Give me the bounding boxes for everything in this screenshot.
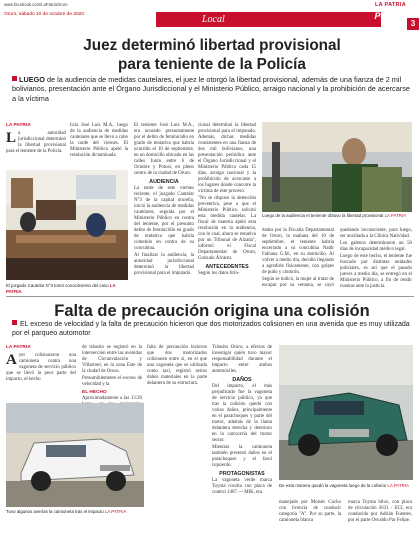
story1-subhead-audiencia: AUDIENCIA	[149, 179, 179, 185]
story1-col4	[198, 123, 256, 293]
story2-col5: manejado por Moisés Cucho con licencia de conducir categoría "A". Por su parte, la camioneta blanca	[279, 500, 341, 523]
story1-headline-line2: para teniente de la Policía	[118, 56, 306, 73]
story1-col4-text2: "No se dispuso la detención preventiva, pese a que el Ministerio Público solicitó esta medida cautelar. La fiscal de materia apeló esta resolución en la audiencia, con lo cual, ahora se resuelva por un Tribunal de Alzada", informó el Fiscal Departamental de Oruro, Gonzalo Álvarez.	[198, 196, 256, 261]
story1-photo-court	[6, 170, 128, 280]
story2-col4-text2: Del impacto, el más perjudicado fue la vagoneta de servicio público, ya que tras la colisión quedó con varios daños, principalmente en el parachoques y parte del motor, además de la llanta delantera derecha y deterioro en la carrocería del motor sector.	[212, 384, 272, 443]
story1-headline	[12, 36, 412, 74]
story1-col1-text: a autoridad jurisdiccional determinó la libertad provisional para el teniente de la Policía.	[6, 131, 66, 154]
story1-col3	[134, 123, 194, 293]
caption-text: Luego de la audiencia el teniente obtuvo la libertad provisional	[262, 213, 384, 218]
brand-top: LA PATRIA	[374, 2, 406, 8]
story1-col5-text2: Según se indicó, la mujer al tratar de escapar por su ventana, se cayó quedando inconsciente, para luego, ser auxiliada a la Clínica Natividad.	[262, 228, 412, 288]
caption-credit: LA PATRIA	[387, 483, 409, 488]
story2-caption-right	[279, 483, 414, 489]
story2-col1	[6, 345, 76, 383]
bullet-square-icon	[12, 76, 17, 81]
caption-text: Tuvo algunos averías la camioneta tras el impacto	[6, 509, 104, 514]
section-divider	[6, 296, 414, 297]
white-pickup-image	[6, 403, 144, 507]
story1-subhead-antecedentes: ANTECEDENTES	[205, 264, 249, 270]
story2-col2-text: de tránsito se registró en la intersección entre las avenidas de Circunvalación y Villarroel, en la zona Este de la ciudad de Oruro.	[82, 345, 142, 374]
story2-col1-text: yer colisionaron una camioneta contra una vagoneta de servicio público que se llevó la peor parte del impacto, el hecho	[6, 353, 76, 382]
story1-col5	[262, 228, 412, 294]
story2-col4-text: Tránsito Oruro, a efectos de investigar quién tuvo mayor responsabilidad durante el impacto entre ambos automóviles.	[212, 345, 272, 374]
story1-col1-body	[6, 131, 66, 155]
drop-cap: A	[6, 352, 17, 368]
section-label: Local	[202, 14, 225, 25]
story1-col5-text3: Los galenos determinaron un 50 días de incapacidad médico legal.	[340, 241, 412, 252]
story1-headline-line1: Juez determinó libertad provisional	[83, 37, 341, 54]
story2-col4-text4: La vagoneta verde marca Toyota corolla con placa de control 1467 — MIK, era	[212, 478, 272, 495]
story1-col4-text: cional determinó la libertad provisional para el imputado. Además, dichas medidas consistentes en una fianza de dos mil bolivianos, una presentación periódica ante el Órgano Jurisdiccional y el Ministerio Público cada 15 días, arraigo nacional y la prohibición de acercarse a los lugares donde concurre la víctima de este proceso.	[198, 123, 256, 194]
story1-caption-left	[6, 283, 130, 294]
story1-col2: licía José Luis M.A., luego de la audiencia de medidas cautelares que se llevó a cabo la tarde del viernes. El Ministerio Público apeló la resolución dictaminada.	[70, 123, 128, 158]
story1-col4-text3: Según los datos brin-	[198, 271, 240, 276]
story2-lead-text: EL exceso de velocidad y la falta de precaución hicieron que dos motorizados colisionen en una avenida que es muy utilizada por el parqueo automotor	[12, 321, 410, 337]
story1-col3-text3: Al finalizar la audiencia, la autoridad jurisdiccional determinó la libertad provisional para el imputado.	[134, 253, 194, 276]
story2-col6: marca Toyota hilux, con placa de circulación 3631 - ECI, era conducido por Adrián Fuentes, por el parte Osvaldo Par Felipe.	[348, 500, 412, 523]
header-date: Oruro, sábado 10 de octubre de 2020	[4, 12, 85, 17]
story2-caption-left	[6, 509, 146, 515]
story1-col5-text: dados por la Fiscalía Departamental de Oruro, la mañana del 10 de septiembre, el teniente habría encerrado a su concubina Nadir Fabiana G.M., en su domicilio. Al volver a medio día, decidió llegando a agredirle físicamente, con golpes de puño y cinturón.	[262, 228, 334, 275]
story2-subhead-protagonistas: PROTAGONISTAS	[219, 471, 265, 477]
story2-photo-taxi	[279, 345, 413, 480]
caption-credit: LA PATRIA	[6, 283, 116, 294]
caption-text: De esta manera quedó la vagoneta luego de la colisión	[279, 483, 387, 488]
story2-lead	[12, 320, 412, 338]
page-number: 3	[407, 18, 419, 30]
caption-credit: LA PATRIA	[384, 213, 407, 218]
green-taxi-image	[279, 345, 413, 480]
caption-credit: LA PATRIA	[104, 509, 127, 514]
story1-lead	[12, 75, 412, 103]
story2-photo-pickup	[6, 403, 144, 507]
story2-subhead-hecho: EL HECHO	[82, 390, 107, 395]
story2-col3: falta de precaución hicieron que dos motorizados colisionen entre sí, en el que una vagoneta que es utilizada como taxi, registró serios daños materiales en la parte delantera de su estructura.	[147, 345, 207, 386]
court-room-image	[6, 170, 128, 280]
story2-col2-text3: Aproximadamente a las 13:20	[82, 396, 142, 401]
story2-col4	[212, 345, 272, 525]
brand-bottom: Policial	[374, 11, 406, 21]
police-officer-image	[262, 122, 412, 212]
story2-col2-text2: Presumiblemente el exceso de velocidad y la	[82, 376, 142, 387]
story2-col1-body	[6, 353, 76, 383]
drop-cap: L	[6, 130, 17, 146]
story1-col3-text2: La tarde de este viernes reciente, el juzgado Cautelar N°3 de la capital orureña, inició la audiencia de medidas cautelares, seguida por el Ministerio Público en contra del teniente, por el presunto delito de feminicidio en grado de tentativa que habría cometido en contra de su concubina.	[134, 186, 194, 251]
bullet-square-icon	[12, 320, 17, 325]
story1-photo-officer	[262, 122, 412, 212]
caption-text: El juzgado Cautelar N°3 tomó conocimiento del caso	[6, 283, 109, 288]
story1-lead-text: de la audiencia de medidas cautelares, el juez le otorgó la libertad provisional, además de una fianza de 2 mil bolivianos, presentación ante el Órgano Jurisdiccional y el Ministerio Público, arraigo nacional y la prohibición de acercarse a la víctima	[12, 75, 410, 103]
story2-subhead-danos: DAÑOS	[232, 377, 252, 383]
story2-kicker: LA PATRIA	[6, 345, 31, 350]
story1-caption-right	[262, 213, 414, 219]
story2-col4-text3: Mientras la camioneta también presentó daños en el parachoques y el farol izquierdo.	[212, 445, 272, 468]
section-tag	[156, 12, 381, 27]
story2-headline: Falta de precaución origina una colisión	[54, 302, 370, 320]
story1-kicker: LA PATRIA	[6, 123, 31, 128]
header-url[interactable]: www.facebook.com/LaPatriaOruro	[4, 2, 68, 7]
story1-col1	[6, 123, 66, 155]
story1-lead-bold: LUEGO	[19, 75, 45, 84]
story1-col5-text4: Luego de este hecho, el teniente fue buscado por distintas unidades policiales, es así que el pasado jueves a medio día, se entregó en el Ministerio Público, a fin de rendir cuentas ante la justicia.	[340, 254, 412, 289]
story1-col3-text: El teniente José Luis M.A., era acusado presuntamente por el delito de feminicidio en grado de tentativa que habría ocurrido el 10 de septiembre, en un domicilio ubicado en las calles Junín entre 6 de Octubre y Potosí, en pleno centro de la ciudad de Oruro.	[134, 123, 194, 176]
